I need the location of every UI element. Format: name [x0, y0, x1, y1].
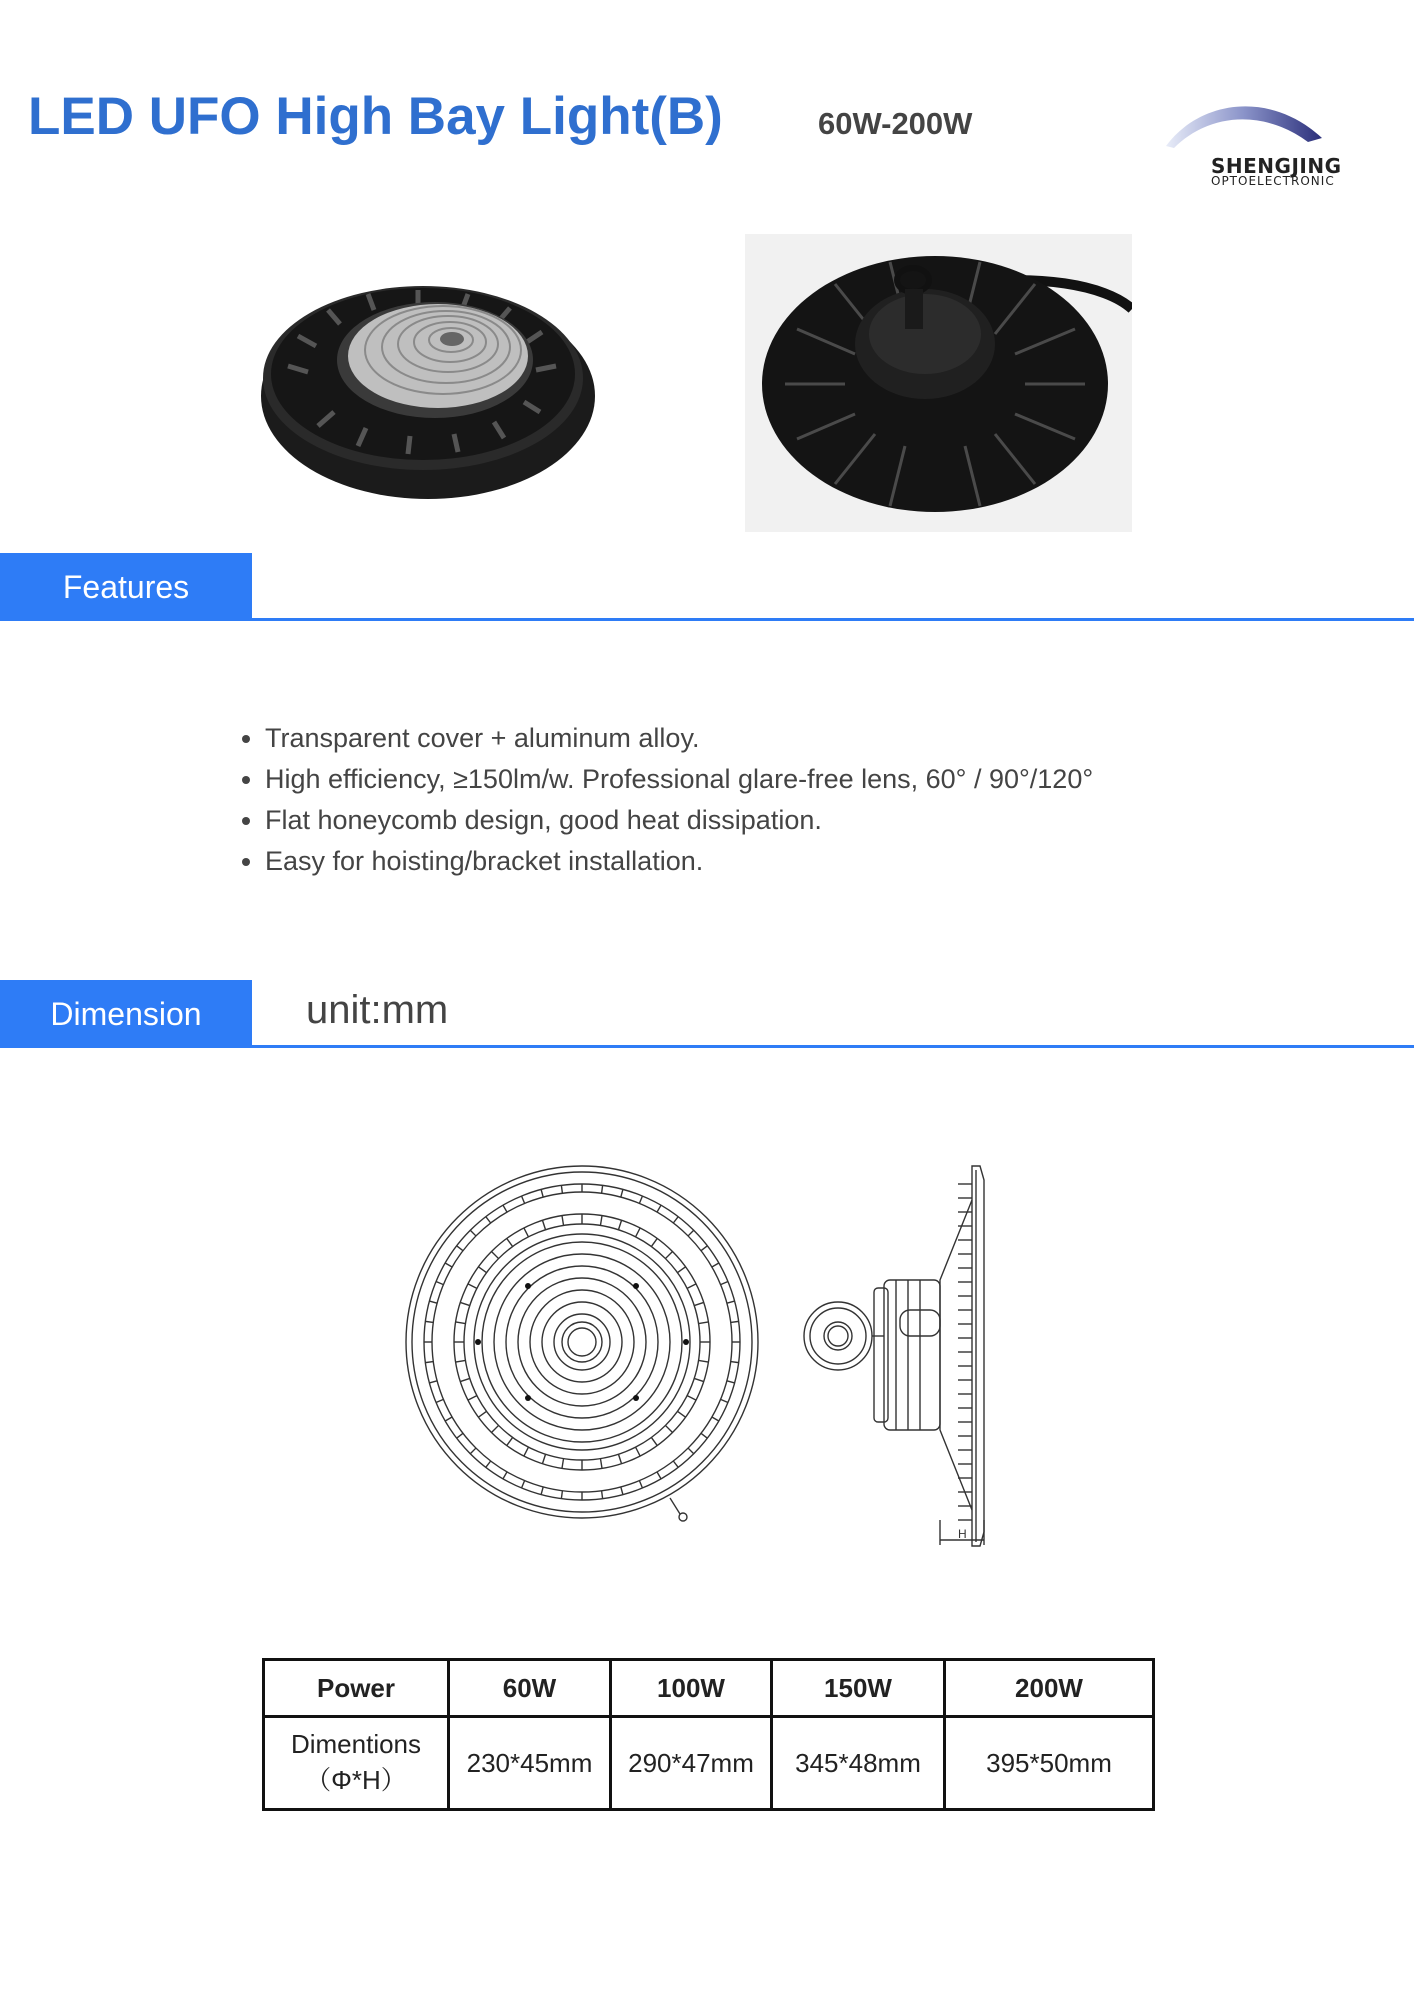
fin-line: [425, 1321, 433, 1322]
feature-item: • Flat honeycomb design, good heat dissipation.: [265, 800, 1093, 841]
fin-line: [688, 1448, 694, 1454]
row-label-line: Dimentions: [290, 1729, 422, 1759]
feature-item: • High efficiency, ≥150lm/w. Professional glare-free lens, 60° / 90°/120°: [265, 759, 1093, 800]
fin-line: [712, 1263, 719, 1267]
product-photo-back: [745, 234, 1132, 532]
fin-line: [429, 1381, 437, 1383]
fin-line: [561, 1491, 562, 1499]
fin-line: [721, 1399, 728, 1402]
row-label-line: （Φ*H）: [305, 1765, 407, 1795]
table-header-cell: 150W: [772, 1660, 945, 1717]
fin-line: [457, 1246, 463, 1251]
fin-line: [468, 1396, 477, 1401]
power-range: 60W-200W: [818, 106, 973, 141]
fin-line: [712, 1417, 719, 1421]
fin-line: [436, 1282, 443, 1285]
page-title: LED UFO High Bay Light(B): [28, 87, 723, 146]
fin-line: [503, 1205, 507, 1212]
fin-line: [445, 1263, 452, 1267]
fin-line: [542, 1220, 545, 1230]
logo-arc-icon: [1160, 90, 1350, 160]
logo-brand: SHENGJING: [1211, 154, 1342, 178]
fin-line: [639, 1196, 642, 1203]
fin-line: [460, 1302, 470, 1305]
fin-line: [699, 1360, 709, 1362]
fin-line: [457, 1433, 463, 1438]
fin-line: [731, 1321, 739, 1322]
fin-line: [456, 1360, 466, 1362]
unit-label: unit:mm: [306, 988, 449, 1032]
features-list: [230, 718, 1093, 882]
feature-item: • Transparent cover + aluminum alloy.: [265, 718, 1093, 759]
fin-line: [673, 1217, 678, 1223]
fin-line: [687, 1284, 696, 1289]
fin-line: [524, 1228, 529, 1237]
fin-line: [562, 1459, 564, 1469]
table-row-label: [264, 1717, 449, 1810]
fin-line: [636, 1228, 641, 1237]
fin-line: [425, 1362, 433, 1363]
front-view-drawing: [402, 1162, 762, 1522]
fin-line: [602, 1185, 603, 1193]
fin-line: [721, 1282, 728, 1285]
feature-item: • Easy for hoisting/bracket installation.: [265, 841, 1093, 882]
fin-line: [665, 1425, 672, 1432]
height-label: H: [958, 1527, 967, 1541]
logo-subtitle: OPTOELECTRONIC: [1211, 174, 1335, 188]
fin-line: [522, 1481, 525, 1488]
fin-line: [522, 1196, 525, 1203]
side-view-drawing: [800, 1160, 1000, 1550]
section-divider: [0, 618, 1414, 621]
fin-line: [677, 1411, 685, 1417]
section-tab-features: Features: [0, 553, 252, 621]
fin-line: [694, 1378, 704, 1381]
fin-line: [699, 1322, 709, 1324]
fin-line: [639, 1481, 642, 1488]
table-cell: 230*45mm: [449, 1717, 611, 1810]
section-divider: [0, 1045, 1414, 1048]
table-header-cell: 60W: [449, 1660, 611, 1717]
table-header-cell: 200W: [945, 1660, 1154, 1717]
fin-line: [541, 1487, 543, 1495]
fin-line: [636, 1447, 641, 1456]
fin-line: [542, 1454, 545, 1464]
fin-line: [618, 1220, 621, 1230]
fin-line: [687, 1396, 696, 1401]
fin-line: [460, 1378, 470, 1381]
table-header-cell: 100W: [611, 1660, 772, 1717]
spec-table: [262, 1658, 1155, 1811]
fin-line: [657, 1472, 661, 1479]
fin-line: [600, 1216, 602, 1226]
fin-line: [456, 1322, 466, 1324]
fin-line: [478, 1411, 486, 1417]
fin-line: [562, 1216, 564, 1226]
fin-line: [507, 1437, 513, 1445]
fin-line: [621, 1487, 623, 1495]
fin-line: [701, 1246, 707, 1251]
table-header-cell: Power: [264, 1660, 449, 1717]
fin-line: [470, 1448, 476, 1454]
section-tab-dimension: Dimension: [0, 980, 252, 1048]
fin-line: [621, 1189, 623, 1197]
fin-line: [503, 1472, 507, 1479]
table-row: [264, 1717, 1154, 1810]
fin-line: [727, 1301, 735, 1303]
fin-line: [651, 1437, 657, 1445]
fin-line: [727, 1381, 735, 1383]
fin-line: [561, 1185, 562, 1193]
fin-line: [600, 1459, 602, 1469]
fin-line: [618, 1454, 621, 1464]
fin-line: [470, 1230, 476, 1236]
fin-line: [436, 1399, 443, 1402]
fin-line: [731, 1362, 739, 1363]
fin-line: [468, 1284, 477, 1289]
fin-line: [445, 1417, 452, 1421]
product-photo-front: [258, 246, 598, 502]
fin-line: [429, 1301, 437, 1303]
table-cell: 345*48mm: [772, 1717, 945, 1810]
fin-line: [491, 1425, 498, 1432]
table-cell: 290*47mm: [611, 1717, 772, 1810]
fin-line: [665, 1251, 672, 1258]
fin-line: [541, 1189, 543, 1197]
fin-line: [673, 1461, 678, 1467]
company-logo: [1160, 90, 1350, 190]
fin-line: [486, 1461, 491, 1467]
fin-line: [602, 1491, 603, 1499]
fin-line: [657, 1205, 661, 1212]
fin-line: [524, 1447, 529, 1456]
fin-line: [694, 1302, 704, 1305]
fin-line: [701, 1433, 707, 1438]
fin-line: [677, 1267, 685, 1273]
fin-line: [491, 1251, 498, 1258]
fin-line: [688, 1230, 694, 1236]
table-header-row: [264, 1660, 1154, 1717]
table-cell: 395*50mm: [945, 1717, 1154, 1810]
fin-line: [478, 1267, 486, 1273]
fin-line: [651, 1238, 657, 1246]
fin-line: [486, 1217, 491, 1223]
fin-line: [507, 1238, 513, 1246]
